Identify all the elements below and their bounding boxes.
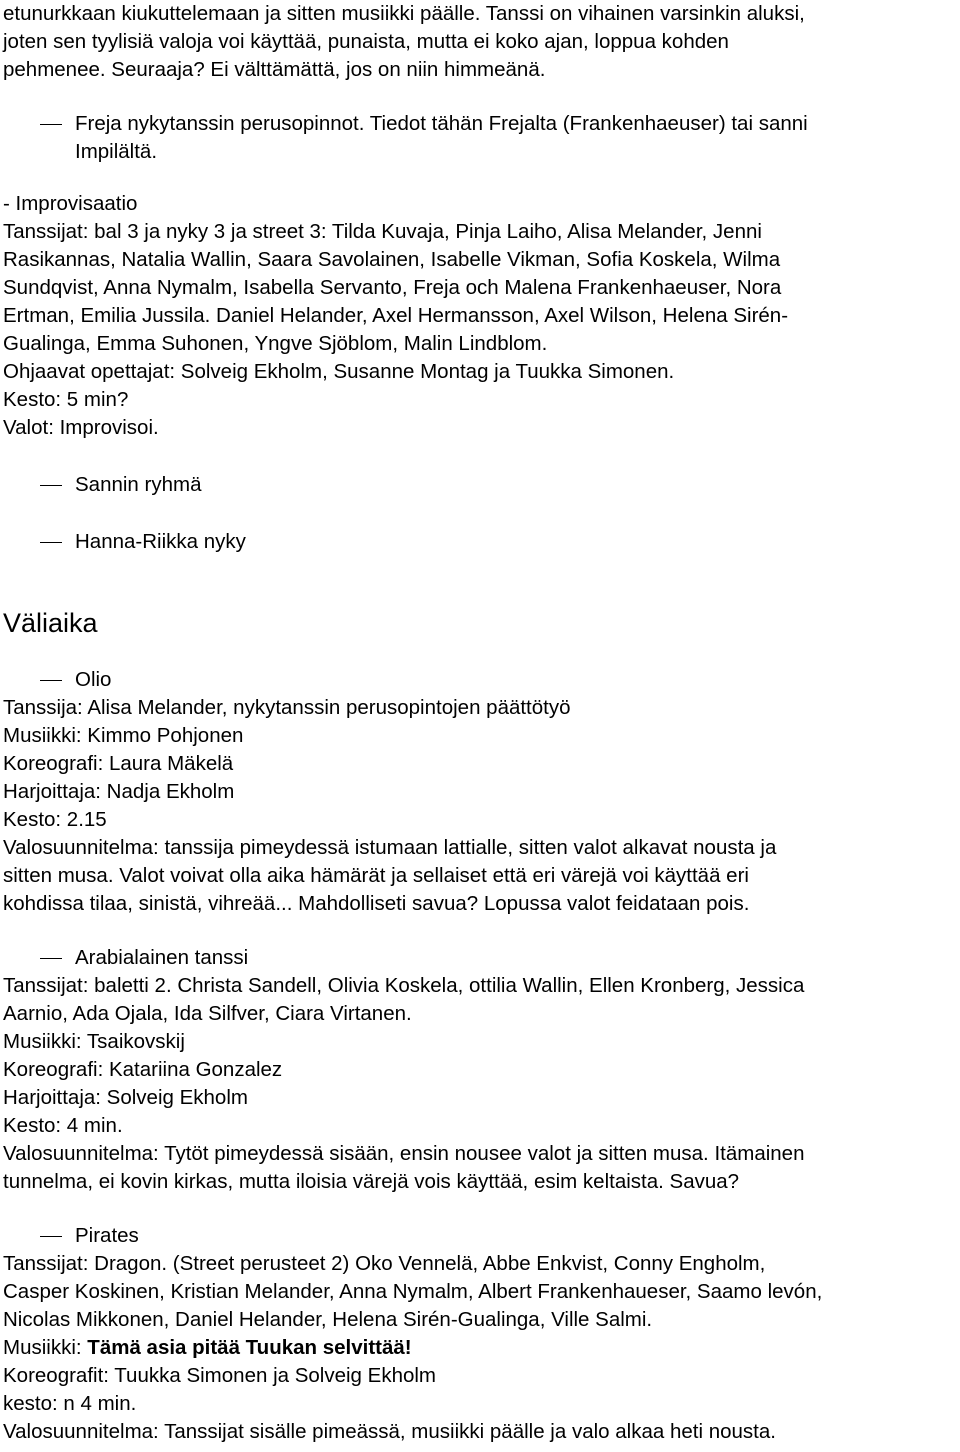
text-line: Kesto: 4 min. bbox=[3, 1114, 123, 1137]
bullet-text: Olio bbox=[75, 668, 112, 691]
text-line: Koreografi: Katariina Gonzalez bbox=[3, 1058, 283, 1081]
spacer bbox=[3, 556, 958, 606]
text-line: Harjoittaja: Nadja Ekholm bbox=[3, 780, 235, 803]
text-line: Ertman, Emilia Jussila. Daniel Helander, Axel Hermansson, Axel Wilson, Helena Sirén- bbox=[3, 304, 789, 327]
music-note-bold: Tämä asia pitää Tuukan selvittää! bbox=[87, 1336, 412, 1359]
text-line: Valosuunnitelma: Tanssijat sisälle pimeässä, musiikki päälle ja valo alkaa heti nousta. bbox=[3, 1420, 776, 1443]
text-line: tunnelma, ei kovin kirkas, mutta iloisia värejä vois käyttää, esim keltaista. Savua? bbox=[3, 1170, 740, 1193]
bullet-item-olio bbox=[3, 666, 958, 694]
text-line: Tanssijat: Dragon. (Street perusteet 2) Oko Vennelä, Abbe Enkvist, Conny Engholm, bbox=[3, 1252, 766, 1275]
bullet-text: Hanna-Riikka nyky bbox=[75, 530, 246, 553]
text-line: Tanssija: Alisa Melander, nykytanssin perusopintojen päättötyö bbox=[3, 696, 571, 719]
bullet-item-sannin bbox=[3, 471, 958, 499]
text-line: Valosuunnitelma: tanssija pimeydessä istumaan lattialle, sitten valot alkavat nousta ja bbox=[3, 836, 777, 859]
heading-valiaika: Väliaika bbox=[3, 608, 98, 638]
section-title: - Improvisaatio bbox=[3, 192, 138, 215]
text-line: joten sen tyylisiä valoja voi käyttää, punaista, mutta ei koko ajan, loppua kohden bbox=[3, 30, 729, 53]
dash-bullet-icon bbox=[40, 124, 62, 125]
spacer bbox=[3, 442, 958, 471]
bullet-item-freja bbox=[3, 110, 958, 138]
section-arabialainen bbox=[3, 972, 958, 1196]
text-line: Kesto: 5 min? bbox=[3, 388, 129, 411]
dash-bullet-icon bbox=[40, 680, 62, 681]
text-line: Koreografi: Laura Mäkelä bbox=[3, 752, 234, 775]
bullet-text: Pirates bbox=[75, 1224, 139, 1247]
text-line: Koreografit: Tuukka Simonen ja Solveig Ekholm bbox=[3, 1364, 437, 1387]
text-line: Nicolas Mikkonen, Daniel Helander, Helena Sirén-Gualinga, Ville Salmi. bbox=[3, 1308, 653, 1331]
music-line bbox=[3, 1334, 958, 1362]
bullet-item-hanna bbox=[3, 528, 958, 556]
intro-paragraph bbox=[3, 0, 958, 84]
text-line: Musiikki: Tsaikovskij bbox=[3, 1030, 185, 1053]
dash-bullet-icon bbox=[40, 1236, 62, 1237]
text-line: Kesto: 2.15 bbox=[3, 808, 107, 831]
section-improvisaatio bbox=[3, 190, 958, 442]
text-line: Aarnio, Ada Ojala, Ida Silfver, Ciara Virtanen. bbox=[3, 1002, 412, 1025]
section-olio bbox=[3, 694, 958, 918]
text-line: kesto: n 4 min. bbox=[3, 1392, 137, 1415]
text-line: Rasikannas, Natalia Wallin, Saara Savolainen, Isabelle Vikman, Sofia Koskela, Wilma bbox=[3, 248, 781, 271]
dash-bullet-icon bbox=[40, 542, 62, 543]
text-line: Sundqvist, Anna Nymalm, Isabella Servanto, Freja och Malena Frankenhaeuser, Nora bbox=[3, 276, 782, 299]
spacer bbox=[3, 166, 958, 190]
document-page bbox=[3, 0, 958, 1446]
bullet-text: Arabialainen tanssi bbox=[75, 946, 249, 969]
spacer bbox=[3, 640, 958, 666]
text-line: Musiikki: Kimmo Pohjonen bbox=[3, 724, 244, 747]
bullet-item-arabialainen bbox=[3, 944, 958, 972]
section-pirates bbox=[3, 1250, 958, 1446]
bullet-continuation: Impilältä. bbox=[75, 140, 158, 163]
bullet-text: Freja nykytanssin perusopinnot. Tiedot tähän Frejalta (Frankenhaeuser) tai sanni bbox=[75, 112, 808, 135]
text-line: Casper Koskinen, Kristian Melander, Anna Nymalm, Albert Frankenhaueser, Saamo levón, bbox=[3, 1280, 823, 1303]
dash-bullet-icon bbox=[40, 485, 62, 486]
text-line: Ohjaavat opettajat: Solveig Ekholm, Susanne Montag ja Tuukka Simonen. bbox=[3, 360, 675, 383]
text-line: Tanssijat: baletti 2. Christa Sandell, Olivia Koskela, ottilia Wallin, Ellen Kronberg, Jessica bbox=[3, 974, 805, 997]
spacer bbox=[3, 1196, 958, 1222]
text-line: Harjoittaja: Solveig Ekholm bbox=[3, 1086, 248, 1109]
spacer bbox=[3, 499, 958, 528]
text-line: Gualinga, Emma Suhonen, Yngve Sjöblom, Malin Lindblom. bbox=[3, 332, 548, 355]
bullet-item-pirates bbox=[3, 1222, 958, 1250]
spacer bbox=[3, 918, 958, 944]
text-line: pehmenee. Seuraaja? Ei välttämättä, jos on niin himmeänä. bbox=[3, 58, 546, 81]
text-line: sitten musa. Valot voivat olla aika hämärät ja sellaiset että eri värejä voi käyttää eri bbox=[3, 864, 749, 887]
bullet-text: Sannin ryhmä bbox=[75, 473, 202, 496]
text-line: kohdissa tilaa, sinistä, vihreää... Mahdolliseti savua? Lopussa valot feidataan pois. bbox=[3, 892, 750, 915]
music-label: Musiikki: bbox=[3, 1336, 88, 1359]
text-line: Tanssijat: bal 3 ja nyky 3 ja street 3: Tilda Kuvaja, Pinja Laiho, Alisa Melander, Jenni bbox=[3, 220, 762, 243]
dash-bullet-icon bbox=[40, 958, 62, 959]
spacer bbox=[3, 84, 958, 110]
text-line: Valot: Improvisoi. bbox=[3, 416, 159, 439]
text-line: Valosuunnitelma: Tytöt pimeydessä sisään, ensin nousee valot ja sitten musa. Itämainen bbox=[3, 1142, 805, 1165]
text-line: etunurkkaan kiukuttelemaan ja sitten musiikki päälle. Tanssi on vihainen varsinkin aluksi, bbox=[3, 2, 805, 25]
